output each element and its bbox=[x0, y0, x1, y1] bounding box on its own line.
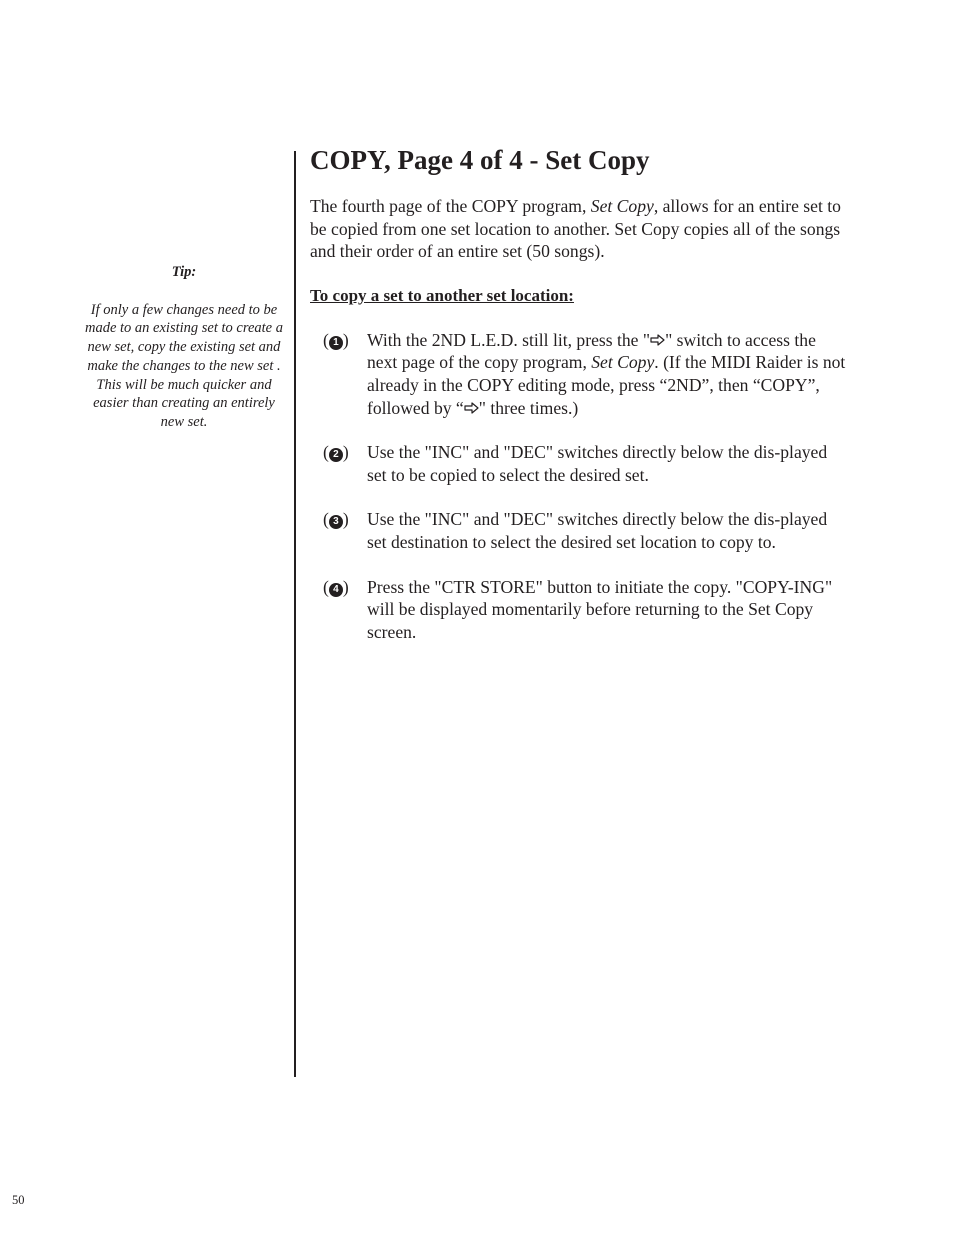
step-paren-close: ) bbox=[342, 442, 349, 463]
step-paren-open: ( bbox=[323, 576, 329, 597]
step-text: Use the "INC" and "DEC" switches directly below the dis-played set destination to select the desired set location to copy to. bbox=[367, 509, 828, 552]
tip-body: If only a few changes need to be made to an existing set to create a new set, copy the existing set and make the changes to the new set . This will be much quicker and easier than creating an entirely new set. bbox=[85, 301, 283, 430]
intro-text-before: The fourth page of the COPY program, bbox=[310, 196, 591, 216]
step-4 bbox=[310, 576, 850, 644]
step-number bbox=[310, 329, 367, 419]
step-text: Press the "CTR STORE" button to initiate the copy. "COPY-ING" will be displayed momentarily before returning to the Set Copy screen. bbox=[367, 576, 833, 642]
step-paren-open: ( bbox=[323, 442, 329, 463]
step-number-badge: 2 bbox=[329, 448, 343, 462]
step-2 bbox=[310, 441, 850, 486]
intro-emphasis: Set Copy bbox=[590, 196, 654, 216]
step-number-badge: 3 bbox=[329, 515, 343, 529]
step-1-part2: " switch to access the next page of the copy program, bbox=[367, 329, 816, 373]
step-number-badge: 1 bbox=[329, 336, 343, 350]
step-paren-open: ( bbox=[323, 509, 329, 530]
step-number bbox=[310, 441, 367, 486]
step-number-badge: 4 bbox=[329, 583, 343, 597]
vertical-divider bbox=[294, 151, 296, 1077]
step-paren-open: ( bbox=[323, 329, 329, 350]
page-title: COPY, Page 4 of 4 - Set Copy bbox=[310, 145, 650, 175]
step-1-emphasis: Set Copy bbox=[591, 352, 655, 373]
step-text: Use the "INC" and "DEC" switches directly below the dis-played set to be copied to select the desired set. bbox=[367, 442, 828, 485]
step-number bbox=[310, 576, 367, 644]
step-paren-close: ) bbox=[342, 576, 349, 597]
step-number bbox=[310, 508, 367, 553]
step-paren-close: ) bbox=[342, 329, 349, 350]
step-1-part1: With the 2ND L.E.D. still lit, press the " bbox=[367, 329, 651, 350]
right-arrow-outline-icon bbox=[650, 334, 665, 346]
intro-text-after: , allows for an entire set to be copied from one set location to another. Set Copy copies all of the songs and their order of an entire set (50 songs). bbox=[310, 196, 841, 262]
main-content bbox=[310, 140, 850, 665]
step-1-part3: . (If the MIDI Raider is not already in the COPY editing mode, press “2ND”, then “COPY”, followed by “ bbox=[367, 352, 846, 418]
right-arrow-outline-icon bbox=[464, 402, 479, 414]
step-1 bbox=[310, 329, 850, 419]
steps-list bbox=[310, 329, 850, 644]
step-text bbox=[367, 329, 850, 419]
section-heading: To copy a set to another set location: bbox=[310, 285, 574, 305]
step-paren-close: ) bbox=[342, 509, 349, 530]
intro-paragraph bbox=[310, 195, 850, 263]
page-number: 50 bbox=[12, 1193, 25, 1207]
step-3 bbox=[310, 508, 850, 553]
sidebar-tip bbox=[84, 263, 284, 432]
tip-title: Tip: bbox=[171, 264, 197, 280]
step-1-part4: " three times.) bbox=[478, 397, 579, 418]
